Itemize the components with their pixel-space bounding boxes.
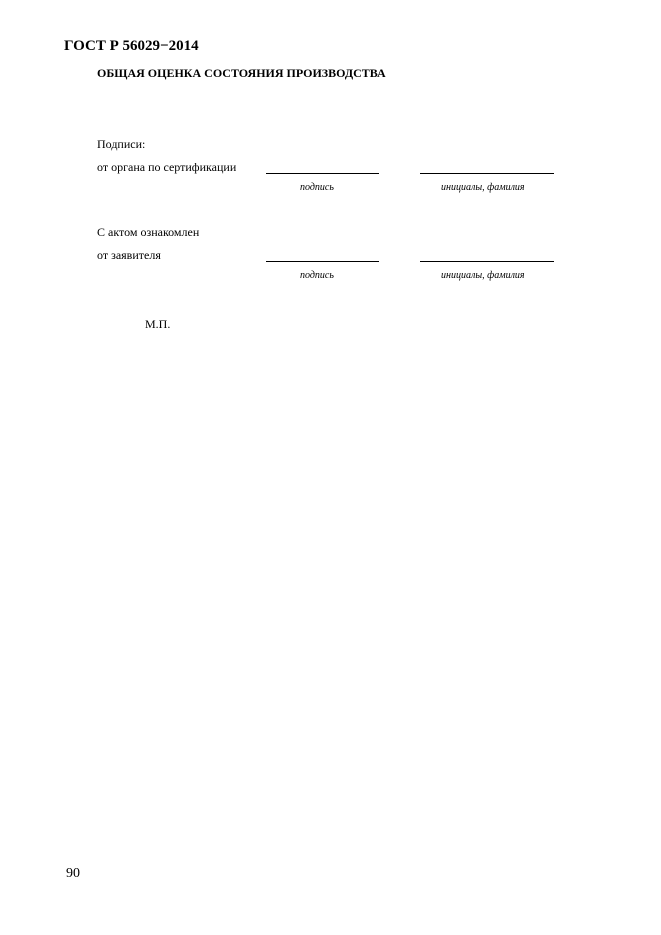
certification-name-caption: инициалы, фамилия [441,182,525,193]
certification-name-line [420,173,554,174]
section-heading: ОБЩАЯ ОЦЕНКА СОСТОЯНИЯ ПРОИЗВОДСТВА [97,66,386,80]
applicant-name-caption: инициалы, фамилия [441,270,525,281]
page-number: 90 [66,866,80,881]
applicant-signature-caption: подпись [300,270,334,281]
applicant-name-line [420,261,554,262]
certification-signature-caption: подпись [300,182,334,193]
certification-signature-line [266,173,379,174]
applicant-label: от заявителя [97,248,161,262]
acknowledged-label: С актом ознакомлен [97,225,200,239]
certification-body-label: от органа по сертификации [97,160,237,174]
seal-label: М.П. [145,317,171,331]
document-id: ГОСТ Р 56029−2014 [64,38,199,54]
applicant-signature-line [266,261,379,262]
signatures-title: Подписи: [97,137,146,151]
